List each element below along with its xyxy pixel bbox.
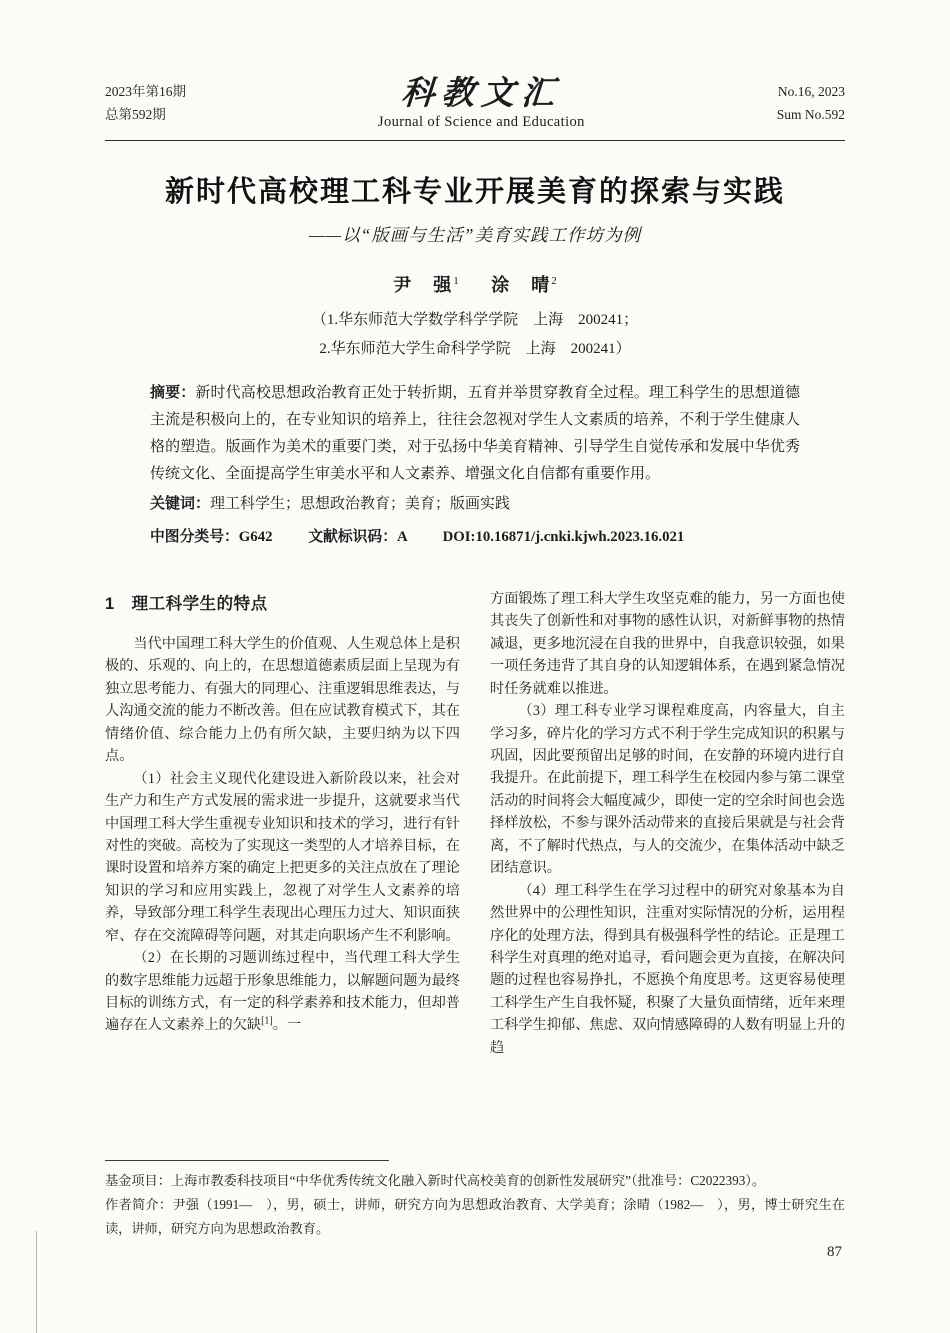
body-paragraph: （4）理工科学生在学习过程中的研究对象基本为自然世界中的公理性知识，注重对实际情况的分析，运用程序化的处理方法，得到具有极强科学性的结论。正是理工科学生对真理的绝对追寻，看问题会更为直接，在解决问题的过程也容易挣扎，不愿换个角度思考。这更容易使理工科学生产生自我怀疑，积聚了大量负面情绪，近年来理工科学生抑郁、焦虑、双向情感障碍的人数有明显上升的趋 bbox=[490, 882, 845, 1056]
paragraph-text: （2）在长期的习题训练过程中，当代理工科大学生的数字思维能力远超于形象思维能力，以解题问题为最终目标的训练方式，有一定的科学素养和技术能力，但却普遍存在人文素养上的欠缺 bbox=[105, 950, 460, 1034]
author-1-name: 尹 强 bbox=[393, 275, 454, 295]
page-number: 87 bbox=[827, 1244, 842, 1260]
document-code bbox=[308, 529, 407, 545]
issue-number-zh: 2023年第16期 bbox=[105, 83, 186, 99]
abstract-text: 新时代高校思想政治教育正处于转折期，五育并举贯穿教育全过程。理工科学生的思想道德主流是积极向上的，在专业知识的培养上，往往会忽视对学生人文素质的培养，不利于学生健康人格的塑造。版画作为美术的重要门类，对于弘扬中华美育精神、引导学生自觉传承和发展中华优秀传统文化、全面提高学生审美水平和人文素养、增强文化自信都有重要作用。 bbox=[150, 384, 800, 483]
clc-label: 中图分类号： bbox=[150, 528, 239, 545]
abstract bbox=[150, 380, 800, 489]
left-column bbox=[105, 588, 460, 1153]
article-meta-row bbox=[150, 525, 800, 546]
issue-info-right bbox=[777, 81, 845, 127]
author-bio-note: 作者简介：尹强（1991— ），男，硕士，讲师，研究方向为思想政治教育、大学美育；涂晴（1982— ），男，博士研究生在读，讲师，研究方向为思想政治教育。 bbox=[105, 1196, 845, 1236]
article-body bbox=[105, 588, 845, 1153]
article-front-matter bbox=[0, 169, 950, 546]
body-paragraph: 当代中国理工科大学生的价值观、人生观总体上是积极的、乐观的、向上的，在思想道德素质层面上呈现为有独立思考能力、有强大的同理心、注重逻辑思维表达，与人沟通交流的能力不断改善。但在应试教育模式下，其在情绪价值、综合能力上仍有所欠缺，主要归纳为以下四点。 bbox=[105, 636, 460, 765]
clc-value: G642 bbox=[238, 528, 273, 545]
body-paragraph: （1）社会主义现代化建设进入新阶段以来，社会对生产力和生产方式发展的需求进一步提升，这就要求当代中国理工科大学生重视专业知识和技术的学习，进行有针对性的突破。高校为了实现这一类型的人才培养目标，在课时设置和培养方案的确定上把更多的关注点放在了理论知识的学习和应用实践上，忽视了对学生人文素养的培养，导致部分理工科学生表现出心理压力过大、知识面狭窄、存在交流障碍等问题，对其走向职场产生不利影响。 bbox=[105, 770, 460, 944]
author-2-affiliation-sup: 2 bbox=[551, 275, 557, 287]
document-code-label: 文献标识码： bbox=[308, 528, 398, 545]
affiliation-1: （1.华东师范大学数学科学学院 上海 200241； bbox=[311, 312, 639, 328]
body-paragraph bbox=[105, 947, 460, 1037]
abstract-label: 摘要： bbox=[150, 384, 196, 401]
affiliation-2: 2.华东师范大学生命科学学院 上海 200241） bbox=[319, 341, 631, 358]
doi: DOI:10.16871/j.cnki.kjwh.2023.16.021 bbox=[442, 528, 685, 545]
scan-edge-line bbox=[36, 1231, 37, 1333]
author-2-name: 涂 晴 bbox=[491, 275, 552, 295]
document-code-value: A bbox=[397, 528, 407, 545]
keywords-label: 关键词： bbox=[150, 495, 211, 512]
clc-number bbox=[150, 529, 273, 545]
journal-header bbox=[0, 0, 950, 131]
right-column bbox=[490, 588, 845, 1153]
footnote-divider bbox=[105, 1160, 389, 1161]
article-subtitle: ——以“版画与生活”美育实践工作坊为例 bbox=[308, 225, 642, 245]
citation-reference: [1] bbox=[261, 1015, 273, 1027]
journal-masthead bbox=[377, 73, 585, 131]
footnotes bbox=[105, 1160, 845, 1240]
cumulative-issue-zh: 总第592期 bbox=[105, 106, 166, 122]
author-2 bbox=[491, 275, 557, 295]
keywords-text: 理工科学生；思想政治教育；美育；版画实践 bbox=[210, 495, 511, 512]
header-divider bbox=[105, 140, 845, 141]
keywords bbox=[150, 491, 800, 518]
author-1 bbox=[393, 275, 459, 295]
journal-name-zh: 科教文汇 bbox=[399, 73, 563, 112]
journal-name-en: Journal of Science and Education bbox=[377, 114, 585, 130]
affiliations bbox=[105, 306, 845, 365]
author-1-affiliation-sup: 1 bbox=[453, 275, 459, 287]
body-paragraph-continued: 方面锻炼了理工科大学生攻坚克难的能力，另一方面也使其丧失了创新性和对事物的感性认识，对新鲜事物的热情减退，更多地沉浸在自我的世界中，自我意识较强，如果一项任务违背了其自身的认知逻辑体系，在遇到紧急情况时任务就难以推进。 bbox=[490, 590, 845, 697]
paragraph-text: 。一 bbox=[272, 1017, 302, 1034]
section-1-heading: 1 理工科学生的特点 bbox=[105, 594, 268, 613]
authors-line bbox=[105, 271, 845, 297]
issue-info-left bbox=[105, 81, 186, 127]
article-title: 新时代高校理工科专业开展美育的探索与实践 bbox=[164, 176, 785, 208]
issue-number-en: No.16, 2023 bbox=[777, 83, 845, 99]
cumulative-issue-en: Sum No.592 bbox=[776, 106, 845, 122]
fund-project-note: 基金项目：上海市教委科技项目“中华优秀传统文化融入新时代高校美育的创新性发展研究”（批准号：C2022393）。 bbox=[105, 1173, 766, 1188]
body-paragraph: （3）理工科专业学习课程难度高，内容量大，自主学习多，碎片化的学习方式不利于学生完成知识的积累与巩固，因此要预留出足够的时间，在安静的环境内进行自我提升。在此前提下，理工科学生在校园内参与第二课堂活动的时间将会大幅度减少，即使一定的空余时间也会选择样放松，不参与课外活动带来的直接后果就是与社会背离，不了解时代热点，与人的交流少，在集体活动中缺乏团结意识。 bbox=[490, 703, 845, 877]
